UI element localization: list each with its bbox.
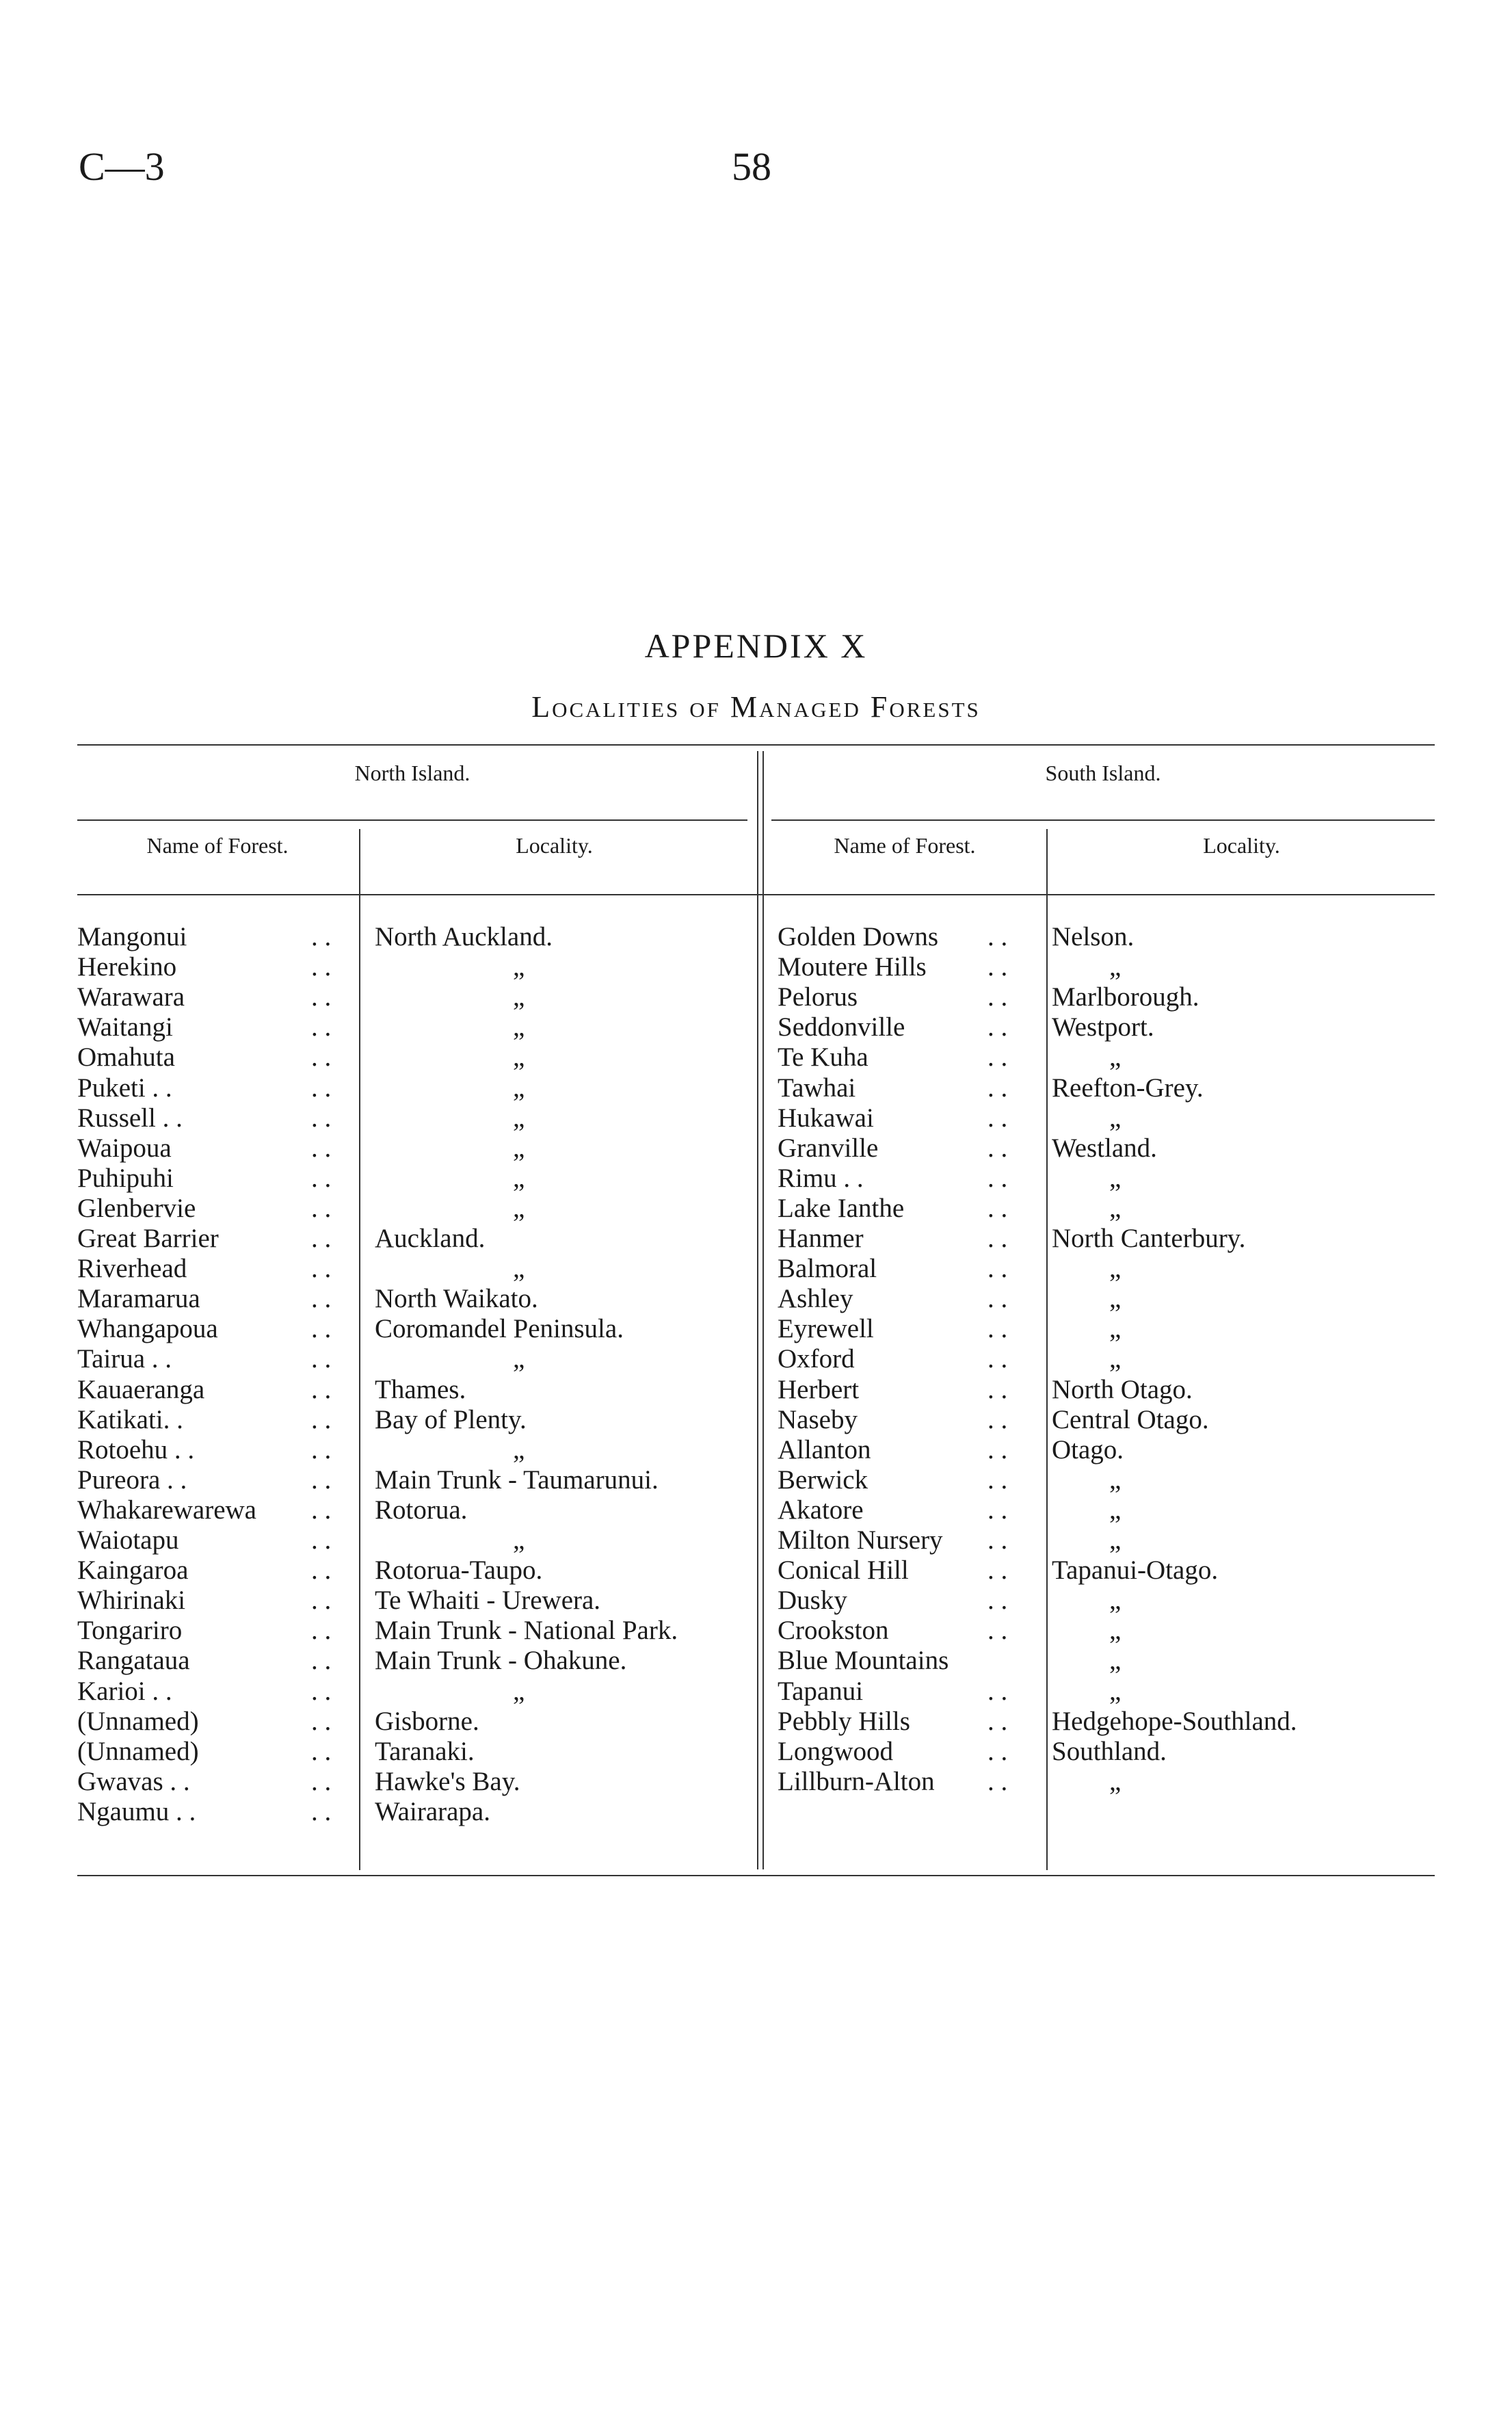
south-forest-name: Granville [778, 1133, 879, 1163]
north-forest-locality: „ [513, 1163, 525, 1193]
north-forest-name: Whakarewarewa [77, 1495, 256, 1525]
leader-dots: . . [311, 1314, 332, 1344]
north-forest-name: Gwavas . . [77, 1766, 190, 1796]
south-forest-name: Moutere Hills [778, 952, 927, 982]
north-forest-locality: Main Trunk - National Park. [375, 1616, 678, 1646]
north-forest-locality: „ [513, 1073, 525, 1103]
north-forest-name: Puhipuhi [77, 1163, 174, 1193]
south-forest-locality: Otago. [1052, 1434, 1124, 1464]
south-forest-locality: „ [1109, 1676, 1122, 1706]
south-forest-name: Pelorus [778, 982, 858, 1012]
north-forest-locality: Hawke's Bay. [375, 1766, 520, 1796]
table-row [0, 1677, 1512, 1707]
leader-dots: . . [311, 1374, 332, 1404]
table-row [0, 1164, 1512, 1194]
north-forest-locality: Rotorua-Taupo. [375, 1555, 543, 1586]
leader-dots: . . [311, 1042, 332, 1073]
table-row [0, 1012, 1512, 1042]
north-forest-name: Omahuta [77, 1042, 175, 1073]
north-forest-locality: „ [513, 1254, 525, 1284]
leader-dots: . . [987, 1254, 1008, 1284]
north-forest-name: Pureora . . [77, 1464, 187, 1495]
north-forest-name: Herekino [77, 952, 177, 982]
leader-dots: . . [311, 1646, 332, 1676]
north-forest-locality: „ [513, 952, 525, 982]
north-forest-locality: Taranaki. [375, 1736, 475, 1766]
south-forest-name: Eyrewell [778, 1314, 874, 1344]
leader-dots: . . [987, 952, 1008, 982]
north-forest-name: Riverhead [77, 1254, 187, 1284]
leader-dots: . . [987, 1224, 1008, 1253]
leader-dots: . . [987, 1766, 1008, 1796]
table-row [0, 1767, 1512, 1797]
south-forest-locality: Tapanui-Otago. [1052, 1555, 1219, 1586]
south-forest-name: Tapanui [778, 1676, 864, 1706]
table-row [0, 1133, 1512, 1164]
leader-dots: . . [987, 1163, 1008, 1193]
leader-dots: . . [987, 1525, 1008, 1555]
table-row [0, 1103, 1512, 1133]
south-forest-name: Rimu . . [778, 1163, 864, 1193]
table-top-rule [77, 744, 1435, 746]
leader-dots: . . [311, 1344, 332, 1374]
leader-dots: . . [987, 1434, 1008, 1464]
south-heading-rule [771, 819, 1435, 821]
north-forest-locality: „ [513, 1344, 525, 1374]
leader-dots: . . [987, 1404, 1008, 1434]
south-forest-name: Pebbly Hills [778, 1706, 910, 1736]
south-forest-locality: „ [1109, 1284, 1122, 1314]
south-locality-column-header: Locality. [1203, 833, 1280, 858]
document-reference: C—3 [79, 144, 165, 189]
north-forest-locality: „ [513, 1042, 525, 1073]
north-forest-name: Great Barrier [77, 1224, 219, 1253]
leader-dots: . . [311, 1555, 332, 1586]
column-heading-rule [77, 894, 1435, 895]
south-forest-name: Herbert [778, 1374, 860, 1404]
leader-dots: . . [987, 1314, 1008, 1344]
leader-dots: . . [311, 1193, 332, 1223]
south-forest-locality: Southland. [1052, 1736, 1167, 1766]
leader-dots: . . [311, 1676, 332, 1706]
north-forest-name: Tairua . . [77, 1344, 172, 1374]
south-forest-name: Allanton [778, 1434, 871, 1464]
south-forest-name: Berwick [778, 1464, 868, 1495]
north-forest-locality: North Waikato. [375, 1284, 538, 1314]
south-forest-name: Dusky [778, 1586, 847, 1616]
south-forest-locality: „ [1109, 1103, 1122, 1133]
north-forest-locality: Gisborne. [375, 1706, 479, 1736]
north-forest-name: Whirinaki [77, 1586, 186, 1616]
north-forest-name: Rangataua [77, 1646, 190, 1676]
south-forest-locality: „ [1109, 1163, 1122, 1193]
leader-dots: . . [311, 1525, 332, 1555]
leader-dots: . . [311, 1224, 332, 1253]
leader-dots: . . [987, 1103, 1008, 1133]
north-forest-name: Waiotapu [77, 1525, 179, 1555]
north-forest-name: Warawara [77, 982, 185, 1012]
north-forest-locality: Te Whaiti - Urewera. [375, 1586, 601, 1616]
table-row [0, 982, 1512, 1012]
leader-dots: . . [987, 1616, 1008, 1646]
south-forest-locality: „ [1109, 1646, 1122, 1676]
leader-dots: . . [987, 982, 1008, 1012]
leader-dots: . . [311, 1103, 332, 1133]
south-forest-name: Hukawai [778, 1103, 874, 1133]
leader-dots: . . [311, 1796, 332, 1826]
north-heading-rule [77, 819, 747, 821]
leader-dots: . . [311, 1073, 332, 1103]
table-row [0, 1284, 1512, 1314]
north-island-heading: North Island. [354, 761, 470, 785]
south-forest-name: Seddonville [778, 1012, 905, 1042]
north-forest-name: Ngaumu . . [77, 1796, 196, 1826]
leader-dots: . . [311, 1616, 332, 1646]
table-row [0, 1586, 1512, 1616]
south-forest-locality: North Canterbury. [1052, 1224, 1246, 1253]
south-forest-locality: „ [1109, 1586, 1122, 1616]
table-row [0, 1525, 1512, 1555]
south-forest-locality: Nelson. [1052, 922, 1135, 951]
north-forest-name: Mangonui [77, 922, 187, 951]
leader-dots: . . [311, 1404, 332, 1434]
table-row [0, 1646, 1512, 1676]
south-forest-locality: Westland. [1052, 1133, 1157, 1163]
south-forest-name: Conical Hill [778, 1555, 909, 1586]
table-row [0, 922, 1512, 952]
north-forest-locality: „ [513, 1434, 525, 1464]
page-number: 58 [732, 144, 771, 189]
table-row [0, 952, 1512, 982]
south-forest-name: Naseby [778, 1404, 858, 1434]
table-row [0, 1737, 1512, 1767]
north-forest-locality: Thames. [375, 1374, 466, 1404]
south-forest-locality: North Otago. [1052, 1374, 1193, 1404]
leader-dots: . . [987, 1555, 1008, 1586]
north-forest-name: (Unnamed) [77, 1736, 199, 1766]
leader-dots: . . [987, 1193, 1008, 1223]
leader-dots: . . [987, 1495, 1008, 1525]
north-forest-locality: „ [513, 982, 525, 1012]
leader-dots: . . [311, 1706, 332, 1736]
north-forest-locality: Rotorua. [375, 1495, 468, 1525]
north-forest-locality: „ [513, 1193, 525, 1223]
south-forest-name: Akatore [778, 1495, 864, 1525]
north-forest-name: Rotoehu . . [77, 1434, 195, 1464]
table-row [0, 1344, 1512, 1374]
south-forest-locality: „ [1109, 1766, 1122, 1796]
table-row [0, 1616, 1512, 1646]
south-forest-name: Lake Ianthe [778, 1193, 905, 1223]
leader-dots: . . [311, 1464, 332, 1495]
north-forest-locality: Bay of Plenty. [375, 1404, 527, 1434]
leader-dots: . . [987, 1706, 1008, 1736]
north-forest-name: Maramarua [77, 1284, 200, 1314]
north-forest-locality: „ [513, 1525, 525, 1555]
south-forest-name: Ashley [778, 1284, 853, 1314]
table-row [0, 1314, 1512, 1344]
south-forest-locality: „ [1109, 1464, 1122, 1495]
table-row [0, 1435, 1512, 1465]
leader-dots: . . [311, 1495, 332, 1525]
leader-dots: . . [987, 1133, 1008, 1163]
north-forest-name: Russell . . [77, 1103, 183, 1133]
north-forest-locality: Coromandel Peninsula. [375, 1314, 624, 1344]
table-row [0, 1707, 1512, 1737]
table-row [0, 1194, 1512, 1224]
table-row [0, 1375, 1512, 1405]
north-name-column-header: Name of Forest. [146, 833, 289, 858]
leader-dots: . . [311, 922, 332, 951]
south-forest-locality: „ [1109, 952, 1122, 982]
south-forest-locality: „ [1109, 1042, 1122, 1073]
leader-dots: . . [311, 1736, 332, 1766]
table-row [0, 1042, 1512, 1073]
south-forest-locality: Westport. [1052, 1012, 1154, 1042]
south-forest-name: Milton Nursery [778, 1525, 943, 1555]
north-forest-name: Waitangi [77, 1012, 173, 1042]
table-bottom-rule [77, 1875, 1435, 1876]
south-forest-locality: „ [1109, 1525, 1122, 1555]
south-forest-locality: Central Otago. [1052, 1404, 1209, 1434]
north-forest-name: Whangapoua [77, 1314, 218, 1344]
south-forest-locality: „ [1109, 1616, 1122, 1646]
north-forest-locality: „ [513, 1676, 525, 1706]
table-row [0, 1495, 1512, 1525]
leader-dots: . . [987, 1736, 1008, 1766]
south-forest-locality: „ [1109, 1344, 1122, 1374]
table-row [0, 1073, 1512, 1103]
north-forest-name: Glenbervie [77, 1193, 196, 1223]
south-forest-name: Blue Mountains [778, 1646, 949, 1676]
table-row [0, 1797, 1512, 1827]
leader-dots: . . [311, 1254, 332, 1284]
table-row [0, 1254, 1512, 1284]
south-forest-locality: „ [1109, 1254, 1122, 1284]
north-forest-name: Katikati. . [77, 1404, 183, 1434]
table-row [0, 1555, 1512, 1586]
south-forest-name: Oxford [778, 1344, 855, 1374]
appendix-subtitle: Localities of Managed Forests [531, 690, 981, 724]
leader-dots: . . [311, 1434, 332, 1464]
north-forest-name: Waipoua [77, 1133, 172, 1163]
south-forest-name: Lillburn-Alton [778, 1766, 935, 1796]
north-forest-locality: Main Trunk - Ohakune. [375, 1646, 627, 1676]
south-forest-locality: „ [1109, 1495, 1122, 1525]
north-forest-locality: Auckland. [375, 1224, 486, 1253]
leader-dots: . . [987, 1284, 1008, 1314]
appendix-title: APPENDIX X [644, 627, 868, 665]
south-forest-locality: Marlborough. [1052, 982, 1199, 1012]
north-forest-locality: Wairarapa. [375, 1796, 490, 1826]
north-locality-column-header: Locality. [516, 833, 593, 858]
south-forest-name: Golden Downs [778, 922, 939, 951]
leader-dots: . . [311, 1133, 332, 1163]
north-forest-name: Puketi . . [77, 1073, 172, 1103]
north-forest-locality: „ [513, 1103, 525, 1133]
south-island-heading: South Island. [1045, 761, 1161, 785]
south-forest-name: Hanmer [778, 1224, 864, 1253]
leader-dots: . . [987, 1676, 1008, 1706]
south-forest-locality: „ [1109, 1193, 1122, 1223]
leader-dots: . . [987, 922, 1008, 951]
leader-dots: . . [987, 1012, 1008, 1042]
south-forest-name: Te Kuha [778, 1042, 868, 1073]
leader-dots: . . [987, 1344, 1008, 1374]
north-forest-name: Karioi . . [77, 1676, 172, 1706]
north-forest-locality: Main Trunk - Taumarunui. [375, 1464, 659, 1495]
leader-dots: . . [311, 982, 332, 1012]
leader-dots: . . [987, 1073, 1008, 1103]
south-forest-name: Balmoral [778, 1254, 877, 1284]
south-forest-name: Tawhai [778, 1073, 856, 1103]
north-forest-name: Kaingaroa [77, 1555, 189, 1586]
table-row [0, 1405, 1512, 1435]
south-forest-locality: Hedgehope-Southland. [1052, 1706, 1297, 1736]
leader-dots: . . [311, 1586, 332, 1616]
table-row [0, 1465, 1512, 1495]
south-forest-locality: „ [1109, 1314, 1122, 1344]
leader-dots: . . [311, 1766, 332, 1796]
leader-dots: . . [987, 1042, 1008, 1073]
south-forest-locality: Reefton-Grey. [1052, 1073, 1204, 1103]
leader-dots: . . [311, 1012, 332, 1042]
south-forest-name: Longwood [778, 1736, 893, 1766]
leader-dots: . . [987, 1374, 1008, 1404]
south-forest-name: Crookston [778, 1616, 889, 1646]
north-forest-locality: „ [513, 1012, 525, 1042]
north-forest-name: Kauaeranga [77, 1374, 205, 1404]
north-forest-name: Tongariro [77, 1616, 183, 1646]
leader-dots: . . [987, 1586, 1008, 1616]
north-forest-name: (Unnamed) [77, 1706, 199, 1736]
north-forest-locality: North Auckland. [375, 922, 553, 951]
leader-dots: . . [311, 1163, 332, 1193]
south-name-column-header: Name of Forest. [834, 833, 976, 858]
leader-dots: . . [311, 1284, 332, 1314]
leader-dots: . . [311, 952, 332, 982]
leader-dots: . . [987, 1464, 1008, 1495]
north-forest-locality: „ [513, 1133, 525, 1163]
table-row [0, 1224, 1512, 1254]
